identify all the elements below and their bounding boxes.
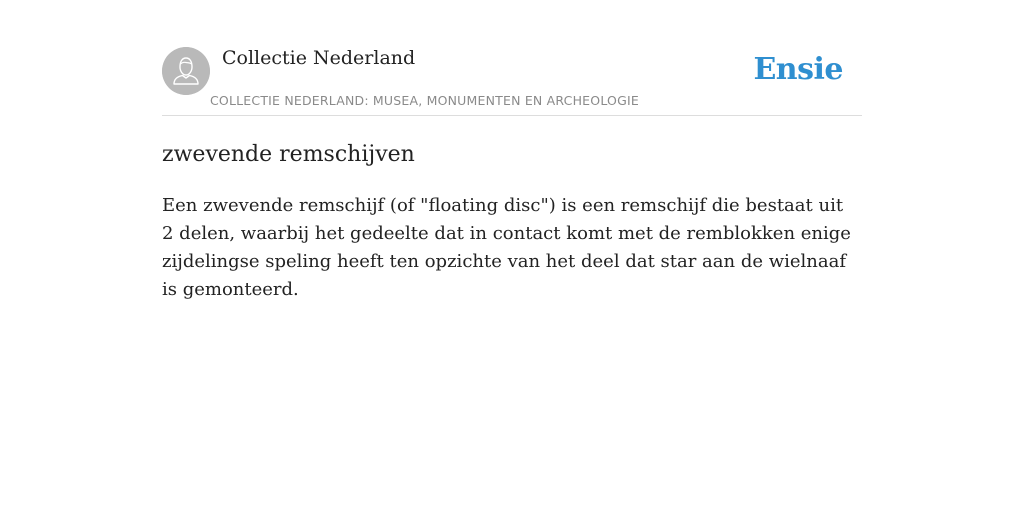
entry-title: zwevende remschijven bbox=[162, 142, 415, 167]
avatar[interactable] bbox=[162, 47, 210, 95]
ensie-logo[interactable]: Ensie bbox=[753, 52, 843, 87]
page-header bbox=[162, 46, 862, 116]
entry-definition: Een zwevende remschijf (of "floating disc") is een remschijf die bestaat uit 2 delen, waarbij het gedeelte dat in contact komt met de remblokken enige zijdelingse speling heeft ten opzichte van het deel dat star aan de wielnaaf is gemonteerd. bbox=[162, 195, 851, 300]
author-subtitle[interactable]: COLLECTIE NEDERLAND: MUSEA, MONUMENTEN EN ARCHEOLOGIE bbox=[210, 93, 639, 108]
author-name[interactable]: Collectie Nederland bbox=[222, 47, 416, 69]
user-silhouette-icon bbox=[162, 47, 210, 95]
